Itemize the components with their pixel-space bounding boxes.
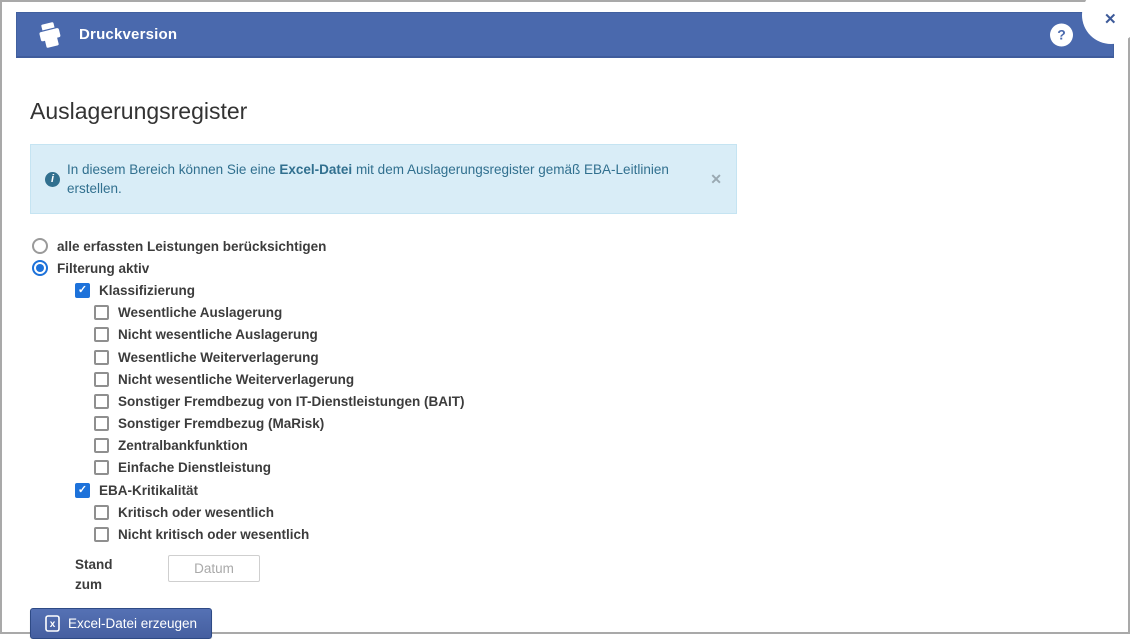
- checkbox-klassifizierung[interactable]: [75, 283, 90, 298]
- checkbox-nicht-kritisch-oder-wesentlich[interactable]: [94, 527, 109, 542]
- checkbox-label-nicht-wesentliche-auslagerung[interactable]: Nicht wesentliche Auslagerung: [118, 327, 318, 343]
- checkbox-row-sonstiger-fremdbezug-von-it-dienstleistungen-bait: [94, 390, 1100, 412]
- radio-label-filterung-aktiv[interactable]: Filterung aktiv: [57, 260, 150, 276]
- radio-filterung-aktiv[interactable]: [32, 260, 48, 276]
- checkbox-row-nicht-wesentliche-weiterverlagerung: [94, 368, 1100, 390]
- checkbox-label-wesentliche-weiterverlagerung[interactable]: Wesentliche Weiterverlagerung: [118, 349, 319, 365]
- page-title: Auslagerungsregister: [30, 98, 248, 124]
- checkbox-row-wesentliche-weiterverlagerung: [94, 346, 1100, 368]
- radio-row-alle-erfassten-leistungen-ber-cksichtigen: [32, 235, 1100, 257]
- checkbox-label-wesentliche-auslagerung[interactable]: Wesentliche Auslagerung: [118, 305, 283, 321]
- checkbox-label-einfache-dienstleistung[interactable]: Einfache Dienstleistung: [118, 460, 272, 476]
- checkbox-row-einfache-dienstleistung: [94, 457, 1100, 479]
- checkbox-kritisch-oder-wesentlich[interactable]: [94, 505, 109, 520]
- radio-group: [30, 235, 1100, 279]
- svg-text:x: x: [49, 618, 56, 630]
- radio-row-filterung-aktiv: [32, 257, 1100, 279]
- checkbox-label-klassifizierung[interactable]: Klassifizierung: [99, 282, 196, 298]
- checkbox-row-zentralbankfunktion: [94, 435, 1100, 457]
- checkbox-label-nicht-wesentliche-weiterverlagerung[interactable]: Nicht wesentliche Weiterverlagerung: [118, 371, 355, 387]
- info-banner: [30, 144, 737, 214]
- checkbox-label-nicht-kritisch-oder-wesentlich[interactable]: Nicht kritisch oder wesentlich: [118, 527, 310, 543]
- checkbox-row-nicht-wesentliche-auslagerung: [94, 324, 1100, 346]
- generate-excel-label: Excel-Datei erzeugen: [68, 615, 198, 631]
- checkbox-label-sonstiger-fremdbezug-marisk[interactable]: Sonstiger Fremdbezug (MaRisk): [118, 416, 325, 432]
- info-banner-close-icon[interactable]: ✕: [710, 171, 722, 187]
- radio-alle-erfassten-leistungen-ber-cksichtigen[interactable]: [32, 238, 48, 254]
- close-icon: ✕: [1104, 11, 1117, 28]
- checkbox-wesentliche-auslagerung[interactable]: [94, 305, 109, 320]
- date-row: [30, 555, 1100, 595]
- checkbox-sonstiger-fremdbezug-marisk[interactable]: [94, 416, 109, 431]
- date-field-label: Stand zum: [75, 556, 113, 592]
- checkbox-tree: [30, 279, 1100, 545]
- radio-label-alle-erfassten-leistungen-ber-cksichtigen[interactable]: alle erfassten Leistungen berücksichtigen: [57, 238, 327, 254]
- checkbox-sonstiger-fremdbezug-von-it-dienstleistungen-bait[interactable]: [94, 394, 109, 409]
- info-icon: i: [45, 172, 60, 187]
- dialog-content: [2, 58, 1128, 639]
- checkbox-row-kritisch-oder-wesentlich: [94, 501, 1100, 523]
- checkbox-label-eba-kritikalit-t[interactable]: EBA-Kritikalität: [99, 482, 199, 498]
- checkbox-nicht-wesentliche-weiterverlagerung[interactable]: [94, 372, 109, 387]
- checkbox-row-eba-kritikalit-t: [75, 479, 1100, 501]
- checkbox-row-nicht-kritisch-oder-wesentlich: [94, 523, 1100, 545]
- checkbox-wesentliche-weiterverlagerung[interactable]: [94, 350, 109, 365]
- checkbox-label-sonstiger-fremdbezug-von-it-dienstleistungen-bait[interactable]: Sonstiger Fremdbezug von IT-Dienstleistungen (BAIT): [118, 393, 465, 409]
- dialog-titlebar: [16, 12, 1114, 58]
- checkbox-row-sonstiger-fremdbezug-marisk: [94, 413, 1100, 435]
- checkbox-row-wesentliche-auslagerung: [94, 302, 1100, 324]
- checkbox-label-zentralbankfunktion[interactable]: Zentralbankfunktion: [118, 438, 248, 454]
- checkbox-label-kritisch-oder-wesentlich[interactable]: Kritisch oder wesentlich: [118, 504, 275, 520]
- date-input[interactable]: [168, 555, 260, 582]
- checkbox-zentralbankfunktion[interactable]: [94, 438, 109, 453]
- checkbox-nicht-wesentliche-auslagerung[interactable]: [94, 327, 109, 342]
- excel-file-icon: [45, 615, 60, 632]
- dialog-title: Druckversion: [79, 26, 178, 43]
- printer-icon: [33, 20, 67, 50]
- checkbox-row-klassifizierung: [75, 279, 1100, 301]
- checkbox-eba-kritikalit-t[interactable]: [75, 483, 90, 498]
- filter-options: [30, 235, 1100, 546]
- info-banner-text: In diesem Bereich können Sie eine Excel-Datei mit dem Auslagerungsregister gemäß EBA-Leitlinien erstellen.: [67, 162, 669, 196]
- help-icon[interactable]: ?: [1050, 23, 1073, 46]
- checkbox-einfache-dienstleistung[interactable]: [94, 460, 109, 475]
